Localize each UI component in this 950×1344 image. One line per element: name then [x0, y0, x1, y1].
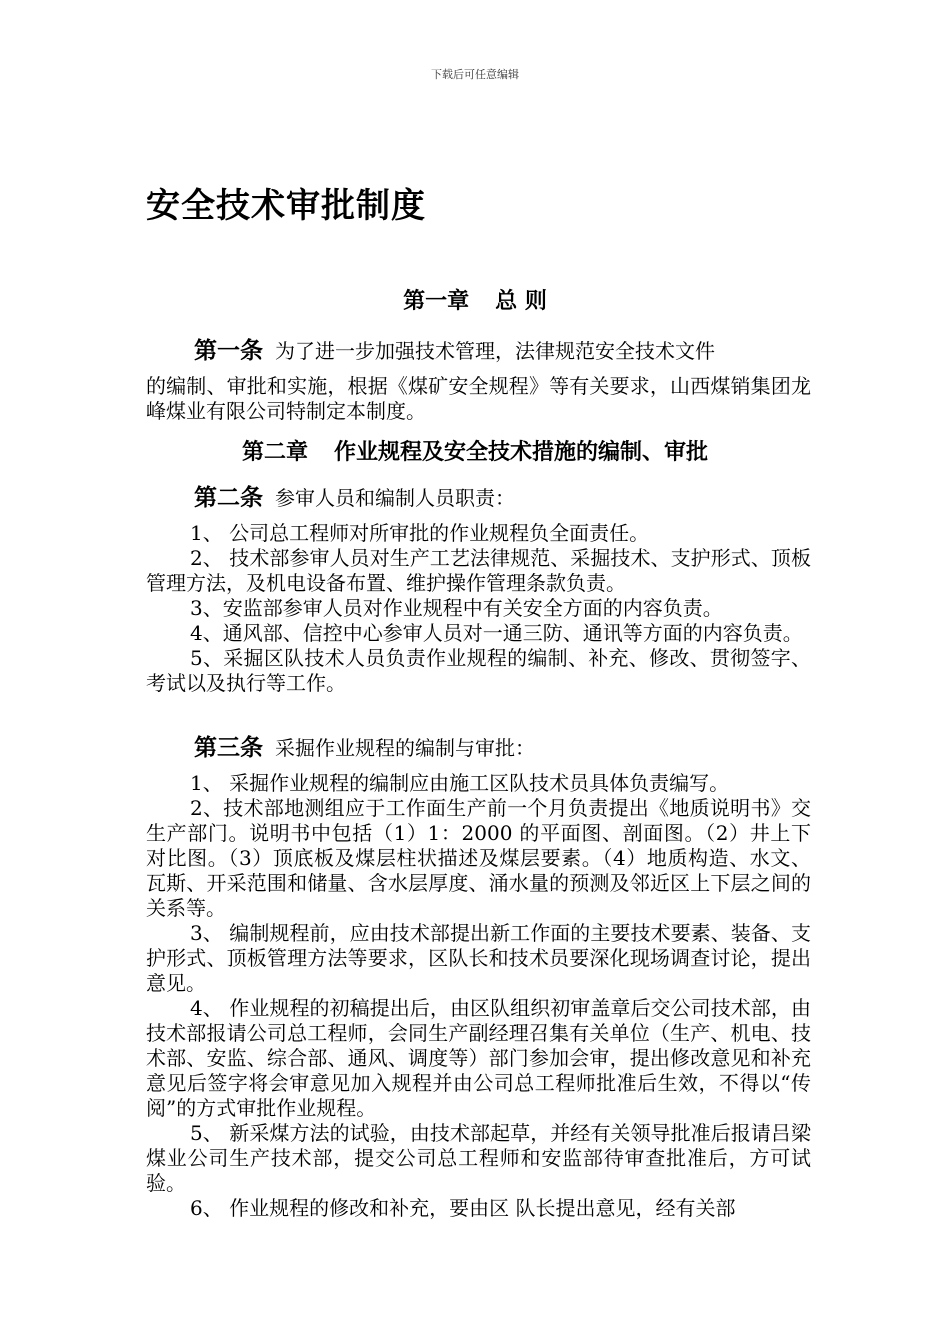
article-1 [146, 336, 811, 424]
article-3-item-2: 2、技术部地测组应于工作面生产前一个月负责提出《地质说明书》交生产部门。说明书中包括（1）1：2000 的平面图、剖面图。（2）井上下对比图。（3）顶底板及煤层柱状描述及煤层要素。（4）地质构造、水文、瓦斯、开采范围和储量、含水层厚度、涌水量的预测及邻近区上下层之间的关系等。 [146, 796, 811, 920]
article-3-head-line [146, 733, 811, 763]
article-3 [146, 733, 811, 1221]
header-note: 下载后可任意编辑 [431, 68, 519, 81]
article-3-intro: 采掘作业规程的编制与审批： [275, 736, 535, 760]
article-2-item-5: 5、采掘区队技术人员负责作业规程的编制、补充、修改、贯彻签字、考试以及执行等工作。 [146, 646, 811, 695]
article-1-rest: 的编制、审批和实施，根据《煤矿安全规程》等有关要求，山西煤销集团龙峰煤业有限公司特制定本制度。 [146, 374, 811, 423]
article-2-item-3: 3、安监部参审人员对作业规程中有关安全方面的内容负责。 [190, 596, 723, 620]
article-3-item-4: 4、 作业规程的初稿提出后，由区队组织初审盖章后交公司技术部，由技术部报请公司总工程师，会同生产副经理召集有关单位（生产、机电、技术部、安监、综合部、通风、调度等）部门参加会审，提出修改意见和补充意见后签字将会审意见加入规程并由公司总工程师批准后生效，不得以“传阅”的方式审批作业规程。 [146, 996, 811, 1120]
article-2-head-line [146, 483, 811, 513]
article-2-item-4: 4、通风部、信控中心参审人员对一通三防、通讯等方面的内容负责。 [190, 621, 803, 645]
article-3-item-6: 6、 作业规程的修改和补充，要由区 队长提出意见，经有关部 [190, 1196, 736, 1220]
article-3-item-5: 5、 新采煤方法的试验，由技术部起草，并经有关领导批准后报请吕梁煤业公司生产技术部，提交公司总工程师和安监部待审查批准后，方可试验。 [146, 1121, 811, 1195]
article-3-head: 第三条 [194, 735, 263, 761]
chapter-1-heading [146, 284, 804, 315]
chapter-2-label: 第二章 [241, 440, 308, 465]
article-2-intro: 参审人员和编制人员职责： [275, 486, 515, 510]
chapter-1-label: 第一章 [403, 289, 470, 314]
document-title: 安全技术审批制度 [146, 186, 426, 226]
article-1-first-line [146, 336, 811, 366]
article-2 [146, 483, 811, 696]
chapter-1-name: 总 则 [495, 289, 547, 314]
article-2-item-1: 1、 公司总工程师对所审批的作业规程负全面责任。 [190, 521, 650, 545]
chapter-2-heading [146, 435, 804, 466]
article-3-item-1: 1、 采掘作业规程的编制应由施工区队技术员具体负责编写。 [190, 771, 730, 795]
article-3-item-3: 3、 编制规程前，应由技术部提出新工作面的主要技术要素、装备、支护形式、顶板管理方法等要求，区队长和技术员要深化现场调查讨论，提出意见。 [146, 921, 811, 995]
article-2-item-2: 2、 技术部参审人员对生产工艺法律规范、采掘技术、支护形式、顶板管理方法，及机电设备布置、维护操作管理条款负责。 [146, 546, 811, 595]
article-2-head: 第二条 [194, 485, 263, 511]
chapter-2-name: 作业规程及安全技术措施的编制、审批 [334, 440, 709, 465]
article-1-line1: 为了进一步加强技术管理，法律规范安全技术文件 [275, 339, 715, 363]
article-1-head: 第一条 [194, 338, 263, 364]
